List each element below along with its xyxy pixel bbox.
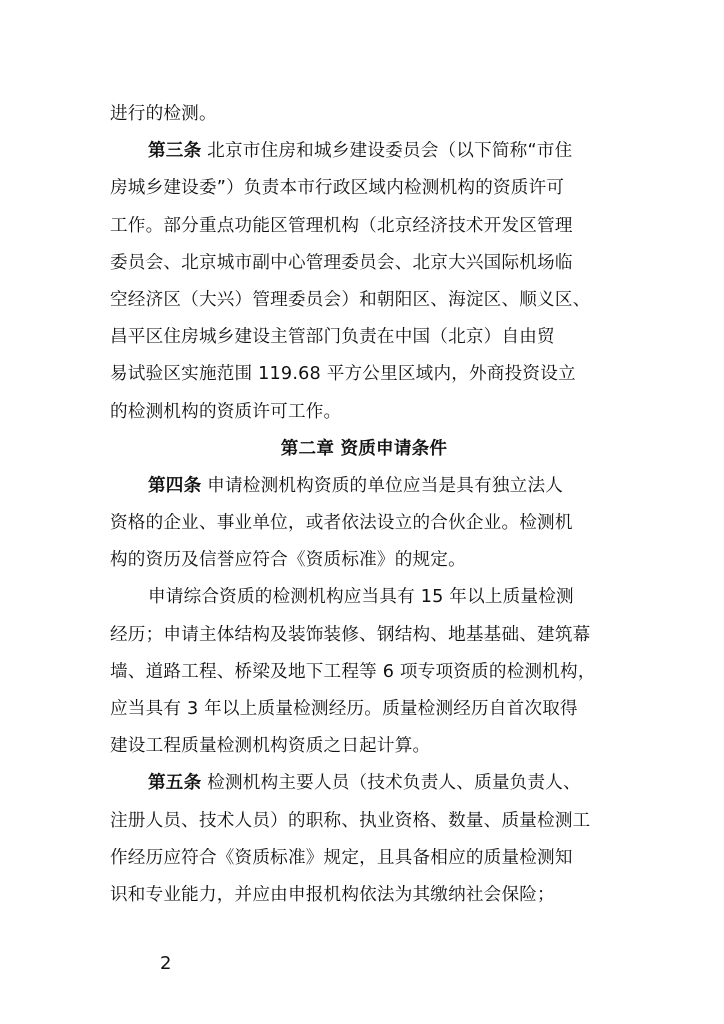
article-4-line <box>110 468 618 505</box>
paragraph-line: 申请综合资质的检测机构应当具有 15 年以上质量检测 <box>148 587 574 608</box>
paragraph-line: 昌平区住房城乡建设主管部门负责在中国（北京）自由贸 <box>110 327 555 348</box>
article-5-line <box>110 765 618 802</box>
article-heading: 第三条 <box>148 141 202 162</box>
paragraph-line: 作经历应符合《资质标准》规定，且具备相应的质量检测知 <box>110 847 573 868</box>
chapter-title: 第二章 资质申请条件 <box>280 438 448 459</box>
article-heading: 第五条 <box>148 773 202 794</box>
paragraph-line: 工作。部分重点功能区管理机构（北京经济技术开发区管理 <box>110 215 573 236</box>
paragraph-line: 进行的检测。 <box>110 104 217 124</box>
paragraph-line: 资格的企业、事业单位，或者依法设立的合伙企业。检测机 <box>110 513 573 534</box>
paragraph-line: 经历；申请主体结构及装饰装修、钢结构、地基基础、建筑幕 <box>110 624 591 645</box>
paragraph-line: 房城乡建设委”）负责本市行政区域内检测机构的资质许可 <box>110 178 565 199</box>
paragraph-line: 构的资历及信誉应符合《资质标准》的规定。 <box>110 550 466 571</box>
page-number: 2 <box>160 953 172 974</box>
paragraph-line: 易试验区实施范围 119.68 平方公里区域内，外商投资设立 <box>110 364 576 385</box>
paragraph-line: 墙、道路工程、桥梁及地下工程等 6 项专项资质的检测机构， <box>110 661 596 682</box>
paragraph-line: 建设工程质量检测机构资质之日起计算。 <box>110 736 431 757</box>
article-text: 北京市住房和城乡建设委员会（以下简称“市住 <box>201 141 573 162</box>
paragraph-line: 的检测机构的资质许可工作。 <box>110 401 342 422</box>
article-text: 检测机构主要人员（技术负责人、质量负责人、 <box>201 773 581 794</box>
article-text: 申请检测机构资质的单位应当是具有独立法人 <box>201 475 564 496</box>
paragraph-line: 识和专业能力，并应由申报机构依法为其缴纳社会保险； <box>110 884 555 905</box>
document-body <box>110 96 618 914</box>
paragraph-line: 注册人员、技术人员）的职称、执业资格、数量、质量检测工 <box>110 810 591 831</box>
paragraph-line: 应当具有 3 年以上质量检测经历。质量检测经历自首次取得 <box>110 699 578 719</box>
article-3-line <box>110 133 618 170</box>
paragraph-line: 委员会、北京城市副中心管理委员会、北京大兴国际机场临 <box>110 252 573 273</box>
article-heading: 第四条 <box>148 475 202 496</box>
paragraph-line: 空经济区（大兴）管理委员会）和朝阳区、海淀区、顺义区、 <box>110 289 591 310</box>
